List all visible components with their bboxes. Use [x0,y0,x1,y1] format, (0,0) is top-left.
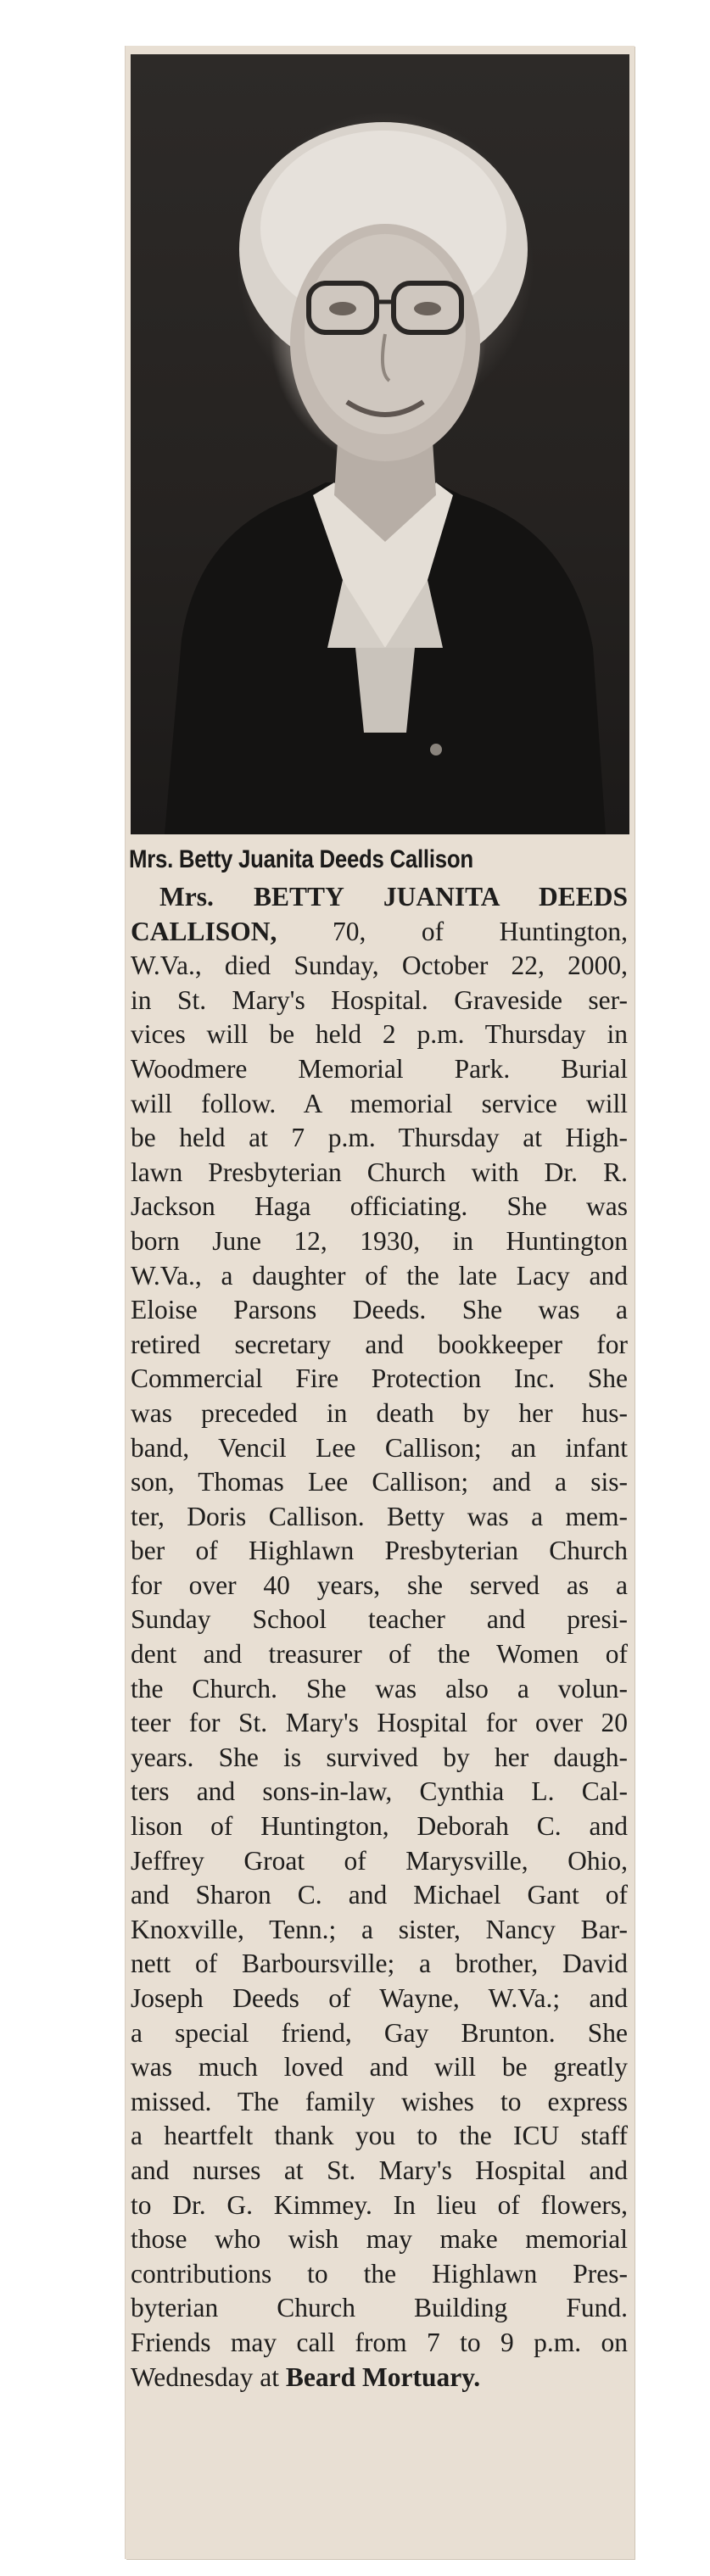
obituary-line: son, Thomas Lee Callison; and a sis- [131,1467,628,1497]
obituary-line: Sunday School teacher and presi- [131,1604,628,1635]
obituary-line: lawn Presbyterian Church with Dr. R. [131,1157,628,1187]
obituary-line: ters and sons-in-law, Cynthia L. Cal- [131,1776,628,1807]
obituary-line: those who wish may make memorial [131,2224,628,2255]
obituary-line: born June 12, 1930, in Huntington [131,1225,628,1256]
portrait-photo [131,54,629,834]
obituary-line: W.Va., a daughter of the late Lacy and [131,1260,628,1291]
newspaper-clipping [126,46,635,2559]
obituary-line: to Dr. G. Kimmey. In lieu of flowers, [131,2189,628,2220]
obituary-line: Jackson Haga officiating. She was [131,1191,628,1222]
obituary-line: CALLISON, 70, of Huntington, [131,916,628,946]
obituary-heading: Mrs. Betty Juanita Deeds Callison [129,845,473,873]
obituary-line: teer for St. Mary's Hospital for over 20 [131,1708,628,1738]
portrait-illustration [131,54,629,834]
lead-name: CALLISON, [131,916,277,946]
lead-name: Mrs. BETTY JUANITA DEEDS [159,882,628,912]
obituary-line: the Church. She was also a volun- [131,1673,628,1703]
obituary-line: ber of Highlawn Presbyterian Church [131,1536,628,1566]
obituary-line: missed. The family wishes to express [131,2086,628,2116]
obituary-line: a special friend, Gay Brunton. She [131,2017,628,2048]
obituary-line: dent and treasurer of the Women of [131,1639,628,1670]
obituary-line: years. She is survived by her daugh- [131,1742,628,1772]
obituary-line: byterian Church Building Fund. [131,2293,628,2323]
obituary-line: lison of Huntington, Deborah C. and [131,1811,628,1842]
obituary-line: nett of Barboursville; a brother, David [131,1949,628,1979]
obituary-line: Wednesday at Beard Mortuary. [131,2361,481,2392]
obituary-line: was preceded in death by her hus- [131,1397,628,1428]
obituary-line: in St. Mary's Hospital. Graveside ser- [131,984,628,1015]
obituary-line: was much loved and will be greatly [131,2052,628,2083]
obituary-line: vices will be held 2 p.m. Thursday in [131,1019,628,1050]
obituary-line: Woodmere Memorial Park. Burial [131,1053,628,1084]
obituary-line: Jeffrey Groat of Marysville, Ohio, [131,1845,628,1876]
obituary-line: Friends may call from 7 to 9 p.m. on [131,2327,628,2357]
obituary-line: contributions to the Highlawn Pres- [131,2258,628,2289]
obituary-text [131,880,628,2395]
obituary-line: and Sharon C. and Michael Gant of [131,1880,628,1910]
obituary-line: for over 40 years, she served as a [131,1570,628,1600]
obituary-line: band, Vencil Lee Callison; an infant [131,1432,628,1463]
obituary-line: Commercial Fire Protection Inc. She [131,1363,628,1394]
obituary-line: Eloise Parsons Deeds. She was a [131,1295,628,1325]
obituary-line: will follow. A memorial service will [131,1088,628,1118]
obituary-line: a heartfelt thank you to the ICU staff [131,2121,628,2151]
obituary-line: retired secretary and bookkeeper for [131,1329,628,1359]
obituary-line: Knoxville, Tenn.; a sister, Nancy Bar- [131,1914,628,1944]
mortuary-name: Beard Mortuary. [285,2361,481,2392]
obituary-line: W.Va., died Sunday, October 22, 2000, [131,951,628,981]
obituary-line: ter, Doris Callison. Betty was a mem- [131,1501,628,1531]
obituary-line: Joseph Deeds of Wayne, W.Va.; and [131,1983,628,2013]
obituary-line [131,880,628,915]
obituary-line: be held at 7 p.m. Thursday at High- [131,1123,628,1153]
obituary-line: and nurses at St. Mary's Hospital and [131,2155,628,2185]
